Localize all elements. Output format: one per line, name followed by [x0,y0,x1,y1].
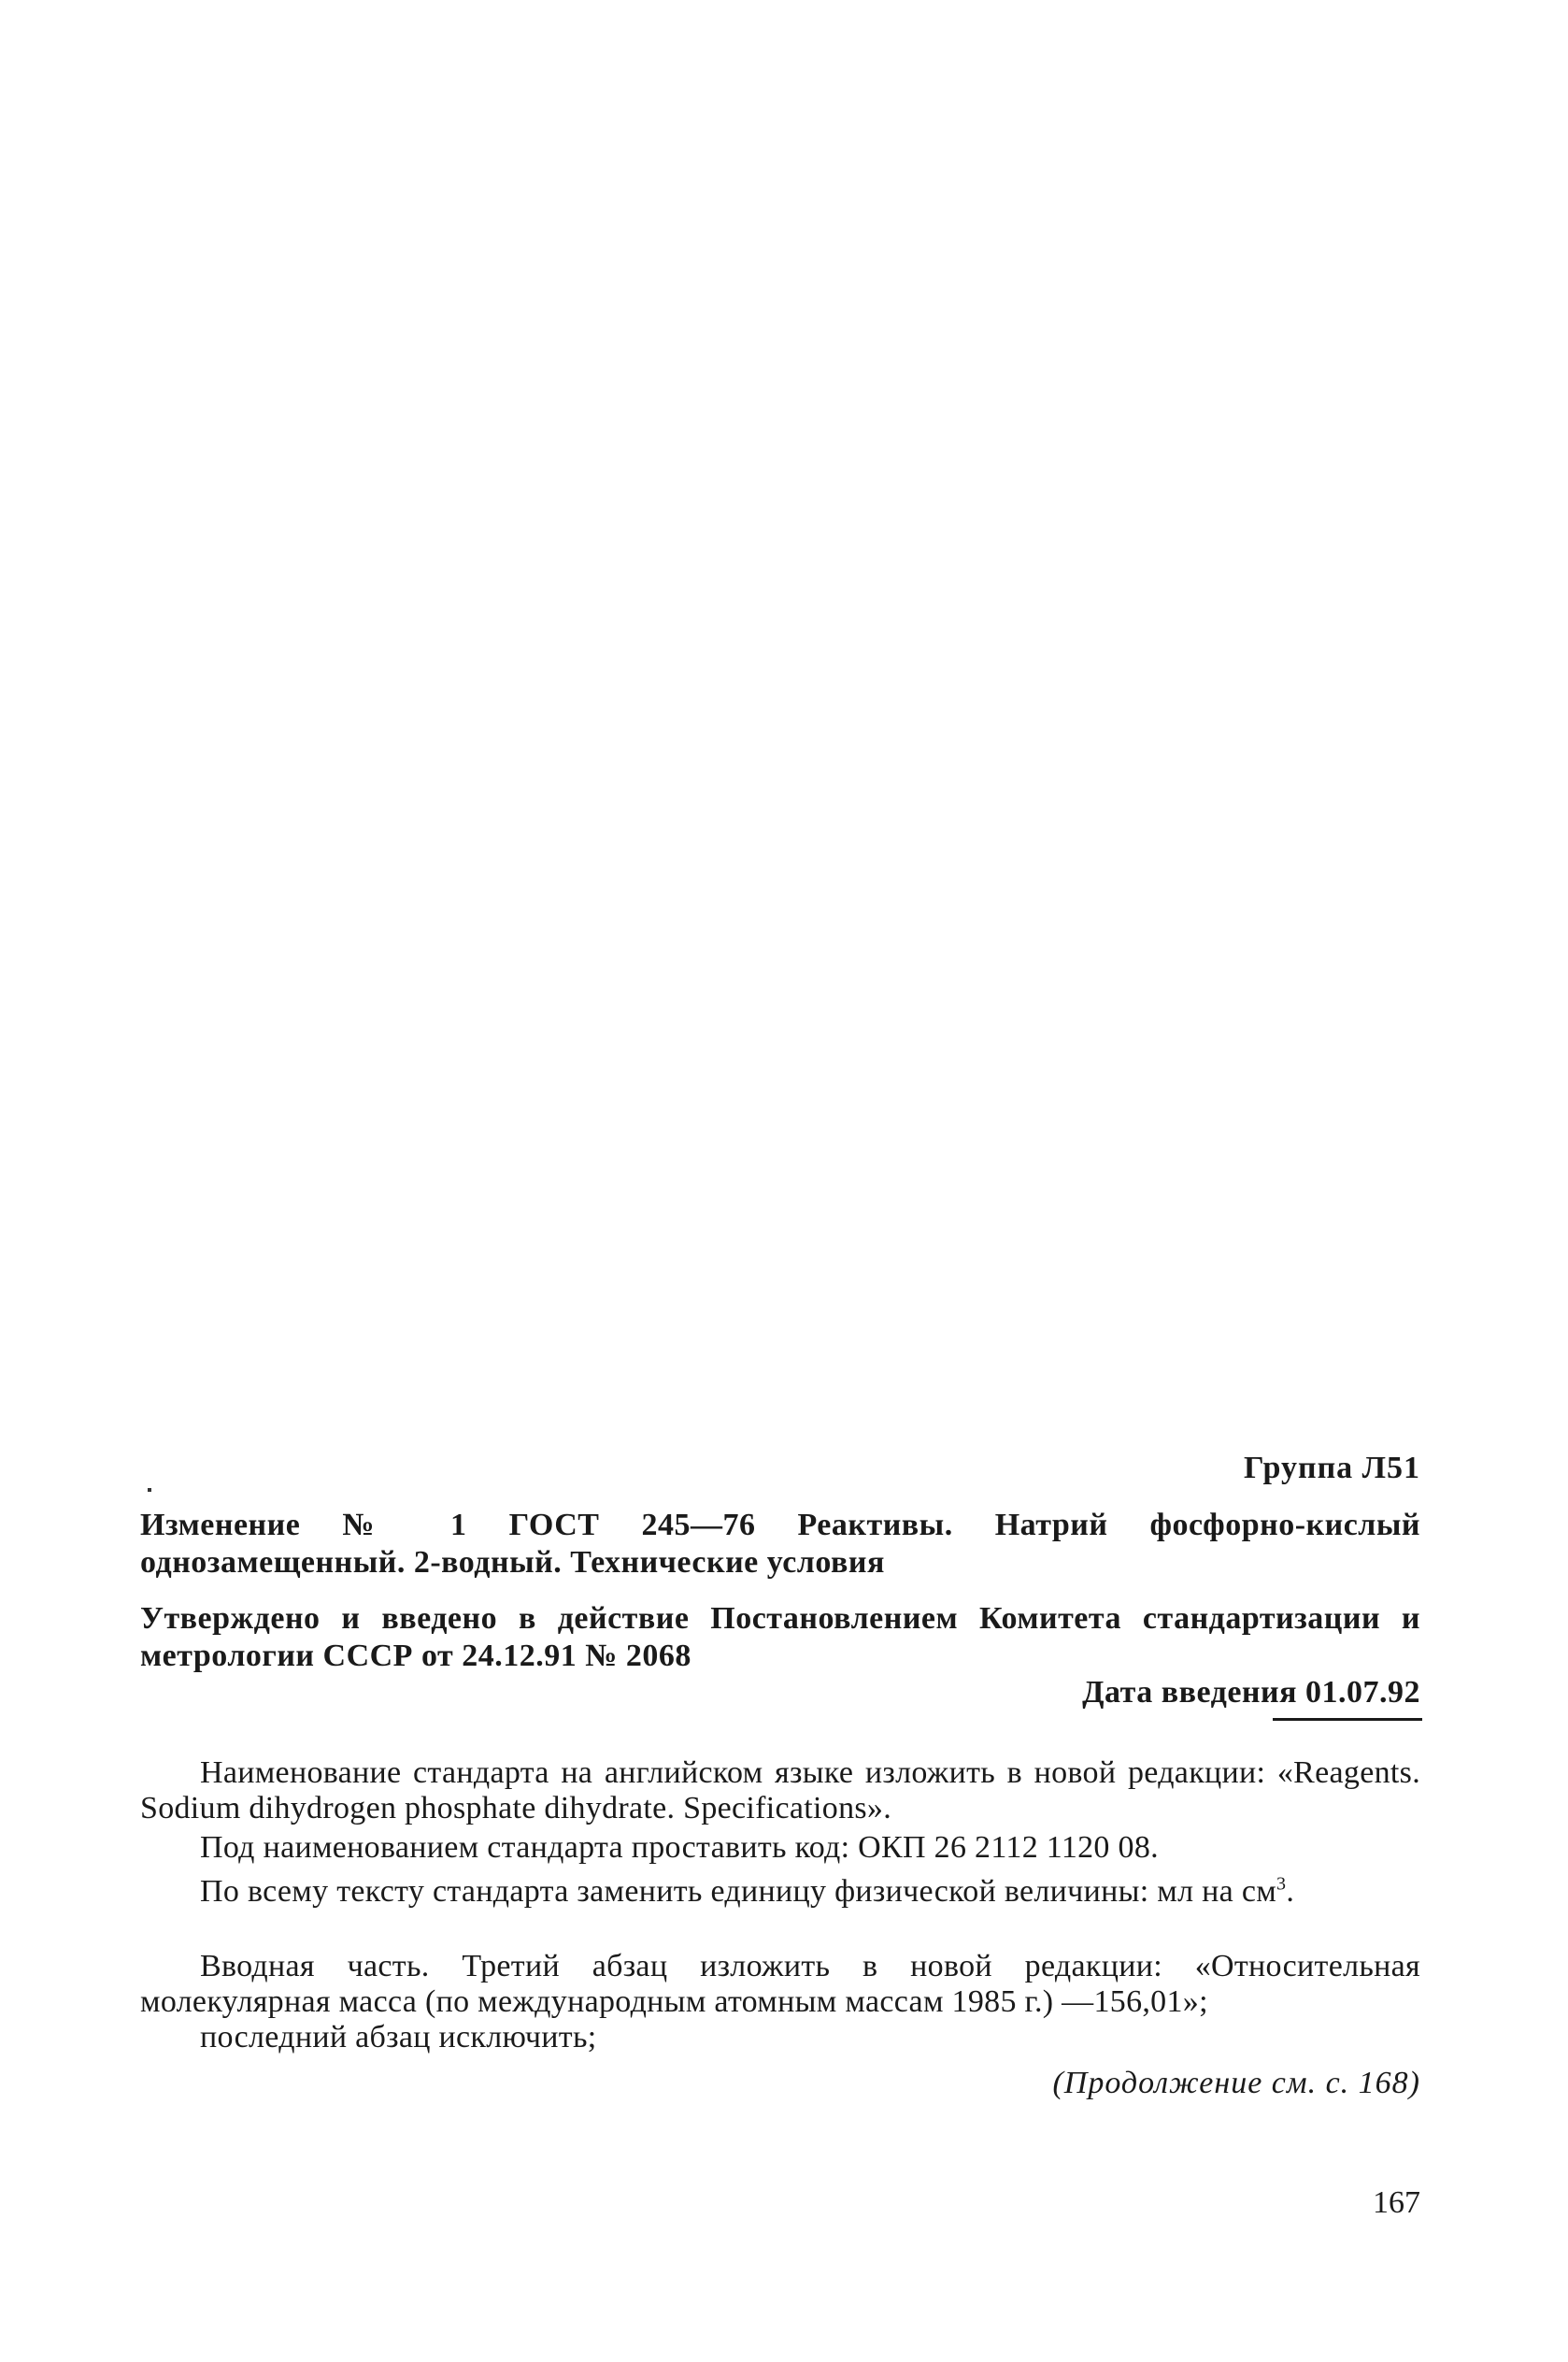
continuation-note: (Продолжение см. с. 168) [1052,2066,1420,2100]
paragraph-text: По всему тексту стандарта заменить единицу физической величины: мл на см [200,1874,1277,1909]
paragraph-english-name [140,1755,1420,1826]
paragraph-introductory-part [140,1949,1420,2055]
group-label: Группа Л51 [1244,1451,1420,1485]
date-of-introduction: Дата введения 01.07.92 [1082,1675,1420,1710]
paragraph-text: Под наименованием стандарта проставить код: ОКП 26 2112 1120 08. [200,1830,1159,1865]
paragraph-unit-replacement [140,1874,1420,1910]
paragraph-text-end: . [1286,1874,1295,1909]
page-number: 167 [1373,2185,1420,2220]
superscript: 3 [1276,1873,1287,1895]
document-title: Изменение № 1 ГОСТ 245—76 Реактивы. Натрий фосфорно-кислый однозамещенный. 2-водный. Технические условия [140,1508,1420,1580]
stray-dot [148,1488,151,1492]
paragraph-text: последний абзац исключить; [200,2020,597,2054]
paragraph-text: Вводная часть. Третий абзац изложить в новой редакции: «Относительная молекулярная масса (по международным атомным массам 1985 г.) —156,01»; [140,1949,1420,2019]
approval-statement: Утверждено и введено в действие Постановлением Комитета стандартизации и метрологии СССР от 24.12.91 № 2068 [140,1601,1420,1673]
paragraph-text: Наименование стандарта на английском языке изложить в новой редакции: «Reagents. Sodium dihydrogen phosphate dihydrate. Specifications». [140,1755,1420,1825]
date-underline [1273,1718,1422,1721]
paragraph-okp-code [140,1830,1420,1866]
